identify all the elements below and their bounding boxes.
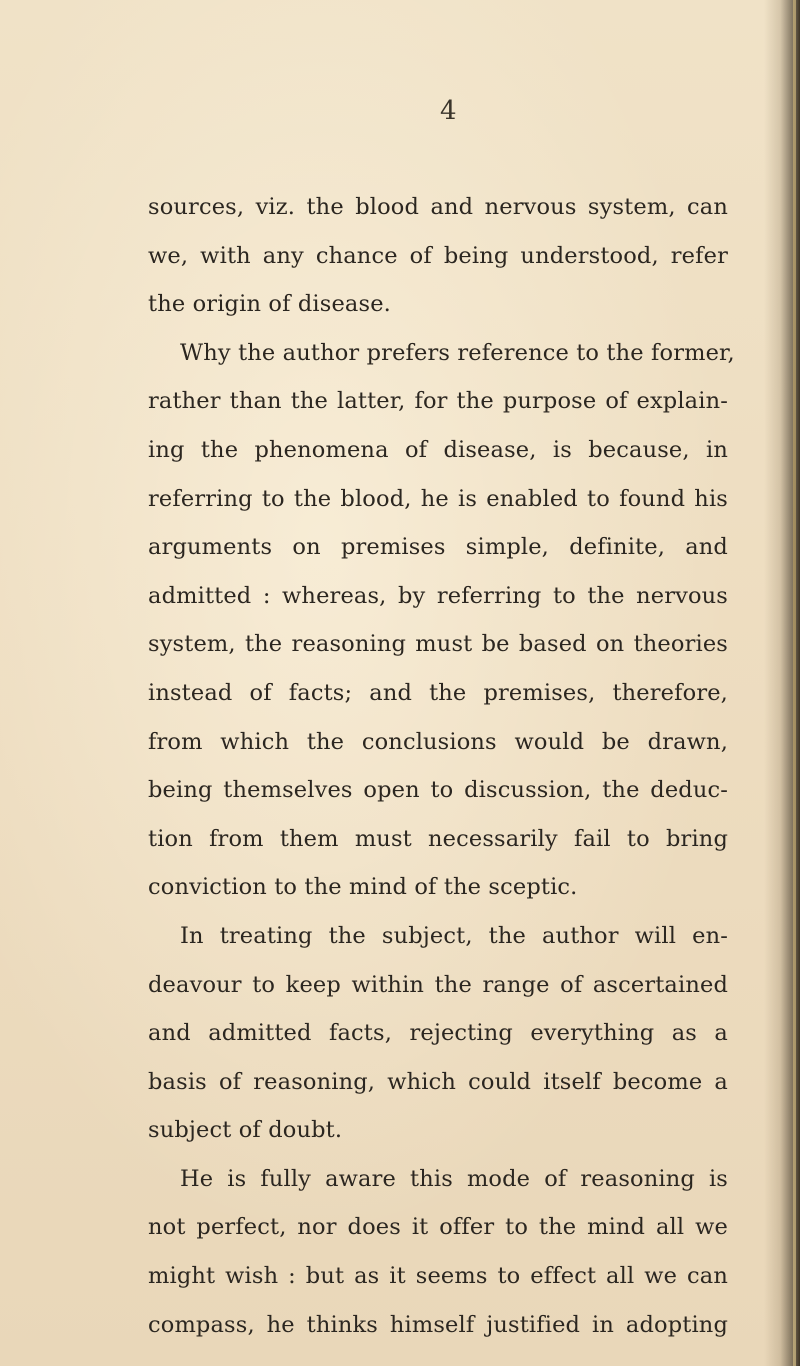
paragraph (148, 912, 728, 1155)
text-line: system, the reasoning must be based on theories (148, 631, 728, 658)
text-line: In treating the subject, the author will en- (180, 922, 728, 949)
text-line: Why the author prefers reference to the former, (180, 339, 735, 366)
text-line: from which the conclusions would be drawn, (148, 728, 728, 755)
text-line: basis of reasoning, which could itself become a (148, 1068, 728, 1095)
text-line: being themselves open to discussion, the deduc- (148, 777, 728, 804)
text-line: He is fully aware this mode of reasoning is (180, 1165, 728, 1192)
text-line: instead of facts; and the premises, therefore, (148, 679, 728, 706)
text-line: admitted : whereas, by referring to the nervous (148, 582, 728, 609)
text-line: compass, he thinks himself justified in adopting (148, 1311, 728, 1338)
body-text (148, 183, 735, 1349)
text-line: tion from them must necessarily fail to bring (148, 825, 728, 852)
text-line: ing the phenomena of disease, is because, in (148, 436, 728, 463)
paragraph (148, 183, 728, 329)
text-line: arguments on premises simple, definite, and (148, 534, 728, 561)
paragraph (148, 329, 735, 912)
text-line: subject of doubt. (148, 1117, 343, 1144)
text-line: might wish : but as it seems to effect all we can (148, 1263, 728, 1290)
text-line: rather than the latter, for the purpose of explain- (148, 388, 728, 415)
text-line: not perfect, nor does it offer to the mind all we (148, 1214, 728, 1241)
text-line: deavour to keep within the range of ascertained (148, 971, 728, 998)
text-line: sources, viz. the blood and nervous system, can (148, 194, 728, 220)
text-line: referring to the blood, he is enabled to found his (148, 485, 728, 512)
text-line: we, with any chance of being understood, refer (148, 242, 728, 269)
text-line: and admitted facts, rejecting everything as a (148, 1020, 728, 1047)
page-number: 4 (440, 96, 457, 126)
paragraph (148, 1155, 728, 1349)
text-line: the origin of disease. (148, 291, 391, 318)
binding-edge (793, 0, 796, 1366)
text-line: conviction to the mind of the sceptic. (148, 874, 578, 901)
